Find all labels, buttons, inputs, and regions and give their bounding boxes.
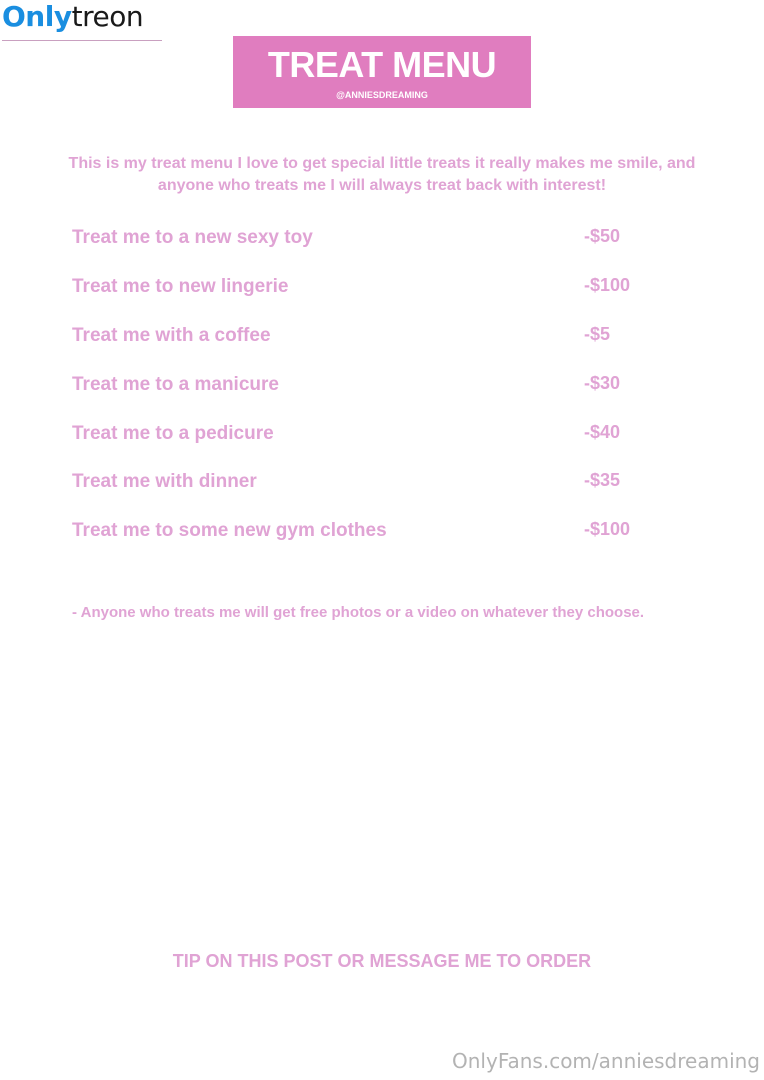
call-to-action: TIP ON THIS POST OR MESSAGE ME TO ORDER (172, 951, 592, 971)
menu-item-price: -$40 (584, 422, 621, 442)
menu-item (72, 274, 672, 300)
intro-text: This is my treat menu I love to get special little treats it really makes me smile, and anyone who treats me I will always treat back with interest! (68, 155, 696, 194)
footer-watermark: OnlyFans.com/anniesdreaming (452, 1049, 760, 1073)
bonus-note: - Anyone who treats me will get free photos or a video on whatever they choose. (72, 604, 645, 621)
menu-item-price: -$100 (584, 519, 631, 539)
menu-item-price: -$50 (584, 226, 621, 246)
menu-item-price: -$35 (584, 470, 621, 490)
menu-item-label: Treat me with dinner (72, 471, 257, 492)
menu-item-price: -$5 (584, 324, 611, 344)
menu-item-label: Treat me to a pedicure (72, 423, 274, 444)
menu-item-label: Treat me to new lingerie (72, 276, 289, 297)
menu-item-price: -$100 (584, 275, 631, 295)
menu-item-label: Treat me to some new gym clothes (72, 520, 387, 541)
watermark-logo-part1: Only (2, 0, 72, 33)
title-banner (233, 36, 531, 108)
menu-item (72, 421, 672, 447)
menu-item (72, 372, 672, 398)
watermark-logo-part2: treon (71, 0, 144, 33)
menu-item (72, 518, 672, 544)
site-watermark-logo (2, 0, 162, 41)
creator-handle: @ANNIESDREAMING (336, 90, 428, 100)
page-title: TREAT MENU (267, 44, 497, 85)
menu-item (72, 323, 672, 349)
menu-item-price: -$30 (584, 373, 621, 393)
menu-item-label: Treat me to a new sexy toy (72, 227, 313, 248)
menu-item (72, 469, 672, 495)
menu-item-label: Treat me with a coffee (72, 325, 271, 346)
menu-item-label: Treat me to a manicure (72, 374, 279, 395)
menu-item (72, 225, 672, 251)
